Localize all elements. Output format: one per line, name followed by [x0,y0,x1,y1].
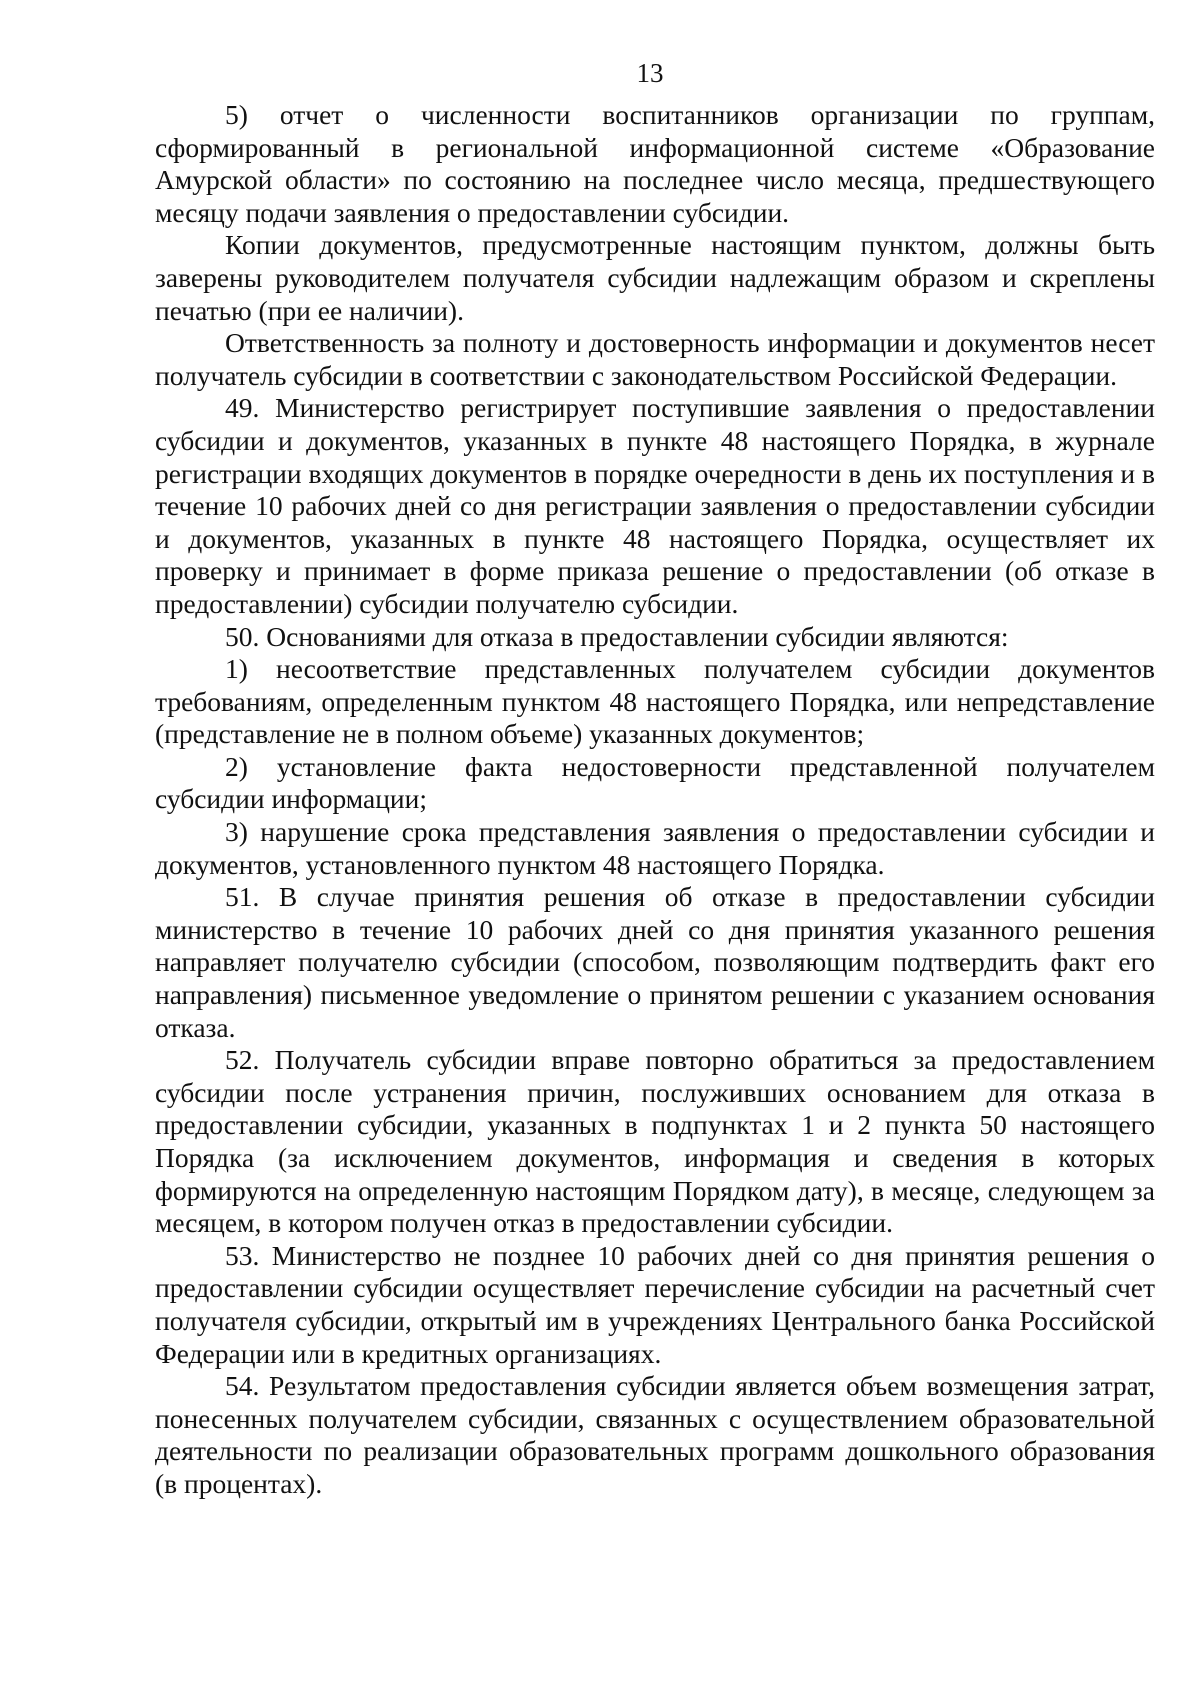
paragraph-49: 49. Министерство регистрирует поступившие заявления о предоставлении субсидии и документов, указанных в пункте 48 настоящего Порядка, в журнале регистрации входящих документов в порядке очередности в день их поступления и в течение 10 рабочих дней со дня регистрации заявления о предоставлении субсидии и документов, указанных в пункте 48 настоящего Порядка, осуществляет их проверку и принимает в форме приказа решение о предоставлении (об отказе в предоставлении) субсидии получателю субсидии. [155,392,1155,619]
paragraph-50: 50. Основаниями для отказа в предоставлении субсидии являются: [225,620,1009,652]
paragraph-52: 52. Получатель субсидии вправе повторно обратиться за предоставлением субсидии после устранения причин, послуживших основанием для отказа в предоставлении субсидии, указанных в подпунктах 1 и 2 пункта 50 настоящего Порядка (за исключением документов, информация и сведения в которых формируются на определенную настоящим Порядком дату), в месяце, следующем за месяцем, в котором получен отказ в предоставлении субсидии. [155,1044,1155,1239]
paragraph-responsibility: Ответственность за полноту и достоверность информации и документов несет получатель субсидии в соответствии с законодательством Российской Федерации. [155,327,1155,391]
paragraph-50-item-3: 3) нарушение срока представления заявления о предоставлении субсидии и документов, установленного пунктом 48 настоящего Порядка. [155,816,1155,880]
paragraph-copies-certification: Копии документов, предусмотренные настоящим пунктом, должны быть заверены руководителем получателя субсидии надлежащим образом и скреплены печатью (при ее наличии). [155,229,1155,326]
paragraph-50-item-1: 1) несоответствие представленных получателем субсидии документов требованиям, определенным пунктом 48 настоящего Порядка, или непредставление (представление не в полном объеме) указанных документов; [155,653,1155,750]
paragraph-54: 54. Результатом предоставления субсидии является объем возмещения затрат, понесенных получателем субсидии, связанных с осуществлением образовательной деятельности по реализации образовательных программ дошкольного образования (в процентах). [155,1370,1155,1499]
paragraph-50-item-2: 2) установление факта недостоверности представленной получателем субсидии информации; [155,750,1155,815]
page-number: 13 [636,58,664,88]
paragraph-item-5-report: 5) отчет о численности воспитанников организации по группам, сформированный в региональной информационной системе «Образование Амурской области» по состоянию на последнее число месяца, предшествующего месяцу подачи заявления о предоставлении субсидии. [155,99,1155,228]
paragraph-51: 51. В случае принятия решения об отказе в предоставлении субсидии министерство в течение 10 рабочих дней со дня принятия указанного решения направляет получателю субсидии (способом, позволяющим подтвердить факт его направления) письменное уведомление о принятом решении с указанием основания отказа. [155,881,1155,1043]
document-body [155,99,1155,1501]
paragraph-53: 53. Министерство не позднее 10 рабочих дней со дня принятия решения о предоставлении субсидии осуществляет перечисление субсидии на расчетный счет получателя субсидии, открытый им в учреждениях Центрального банка Российской Федерации или в кредитных организациях. [155,1239,1155,1369]
